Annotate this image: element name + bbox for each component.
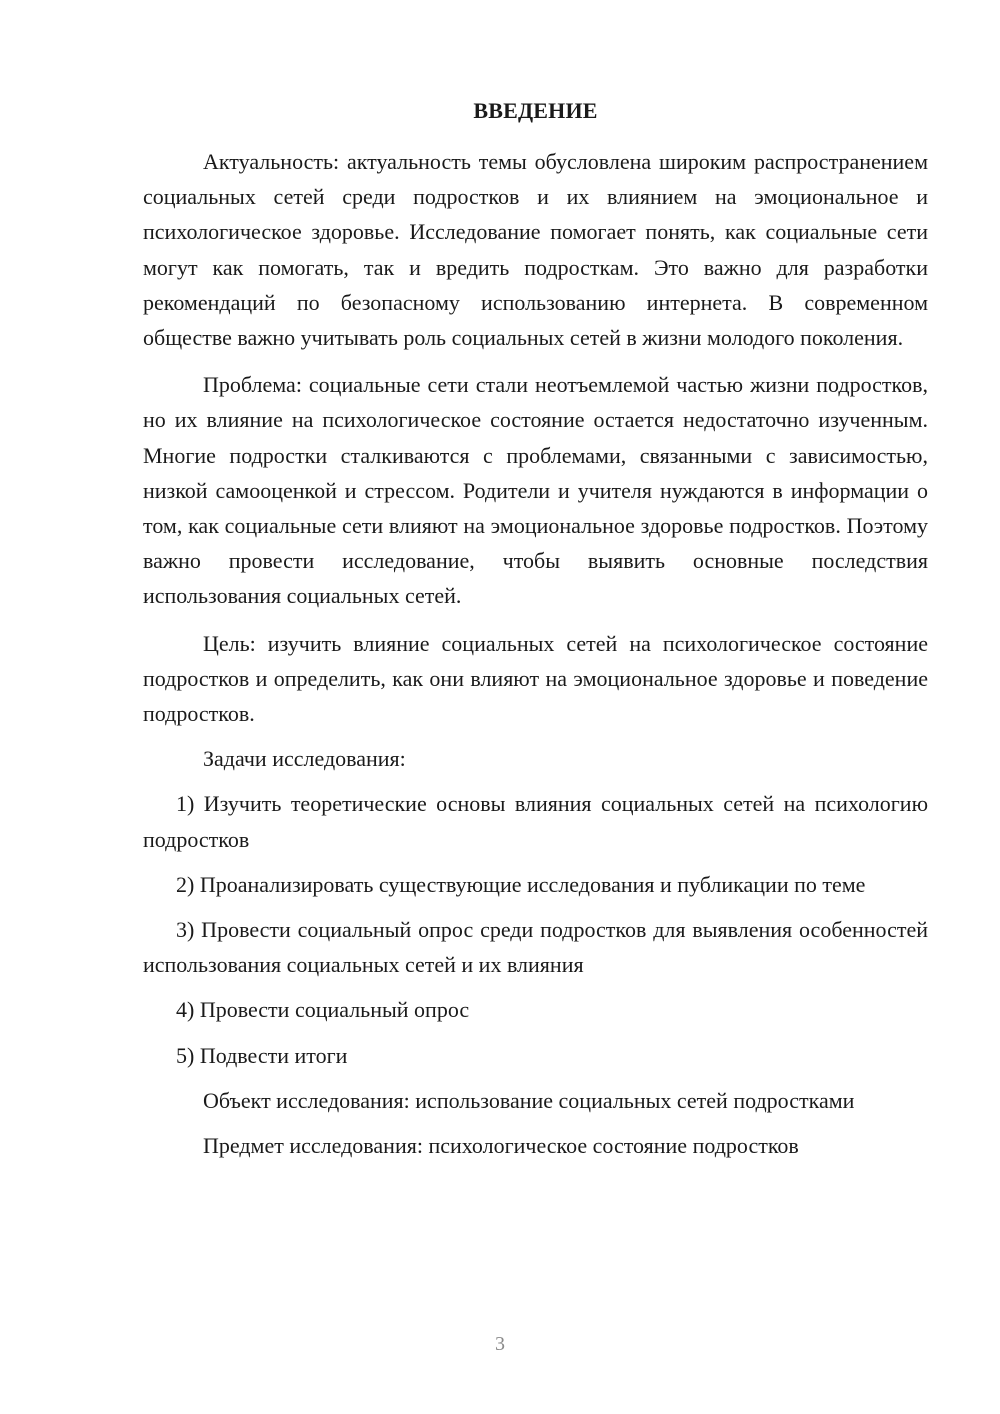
task-item-5: 5) Подвести итоги <box>176 1042 348 1068</box>
goal-paragraph: Цель: изучить влияние социальных сетей на психологическое состояние подростков и определить, как они влияют на эмоциональное здоровье и поведение подростков. <box>143 630 928 727</box>
section-heading: ВВЕДЕНИЕ <box>473 98 598 123</box>
task-item-2: 2) Проанализировать существующие исследования и публикации по теме <box>176 871 866 897</box>
task-item-4: 4) Провести социальный опрос <box>176 997 470 1023</box>
page-number: 3 <box>495 1333 505 1355</box>
object-paragraph: Объект исследования: использование социальных сетей подростками <box>203 1087 855 1113</box>
task-item-1: 1) Изучить теоретические основы влияния социальных сетей на психологию подростков <box>143 791 928 852</box>
relevance-paragraph: Актуальность: актуальность темы обусловлена широким распространением социальных сетей среди подростков и их влиянием на эмоциональное и психологическое здоровье. Исследование помогает понять, как социальные сети могут как помогать, так и вредить подросткам. Это важно для разработки рекомендаций по безопасному использованию интернета. В современном обществе важно учитывать роль социальных сетей в жизни молодого поколения. <box>143 149 928 351</box>
subject-paragraph: Предмет исследования: психологическое состояние подростков <box>203 1133 799 1159</box>
document-page <box>143 96 928 1163</box>
problem-paragraph: Проблема: социальные сети стали неотъемлемой частью жизни подростков, но их влияние на психологическое состояние остается недостаточно изученным. Многие подростки сталкиваются с проблемами, связанными с зависимостью, низкой самооценкой и стрессом. Родители и учителя нуждаются в информации о том, как социальные сети влияют на эмоциональное здоровье подростков. Поэтому важно провести исследование, чтобы выявить основные последствия использования социальных сетей. <box>143 372 928 609</box>
tasks-title: Задачи исследования: <box>203 746 406 772</box>
task-item-3: 3) Провести социальный опрос среди подростков для выявления особенностей использования социальных сетей и их влияния <box>143 917 928 978</box>
